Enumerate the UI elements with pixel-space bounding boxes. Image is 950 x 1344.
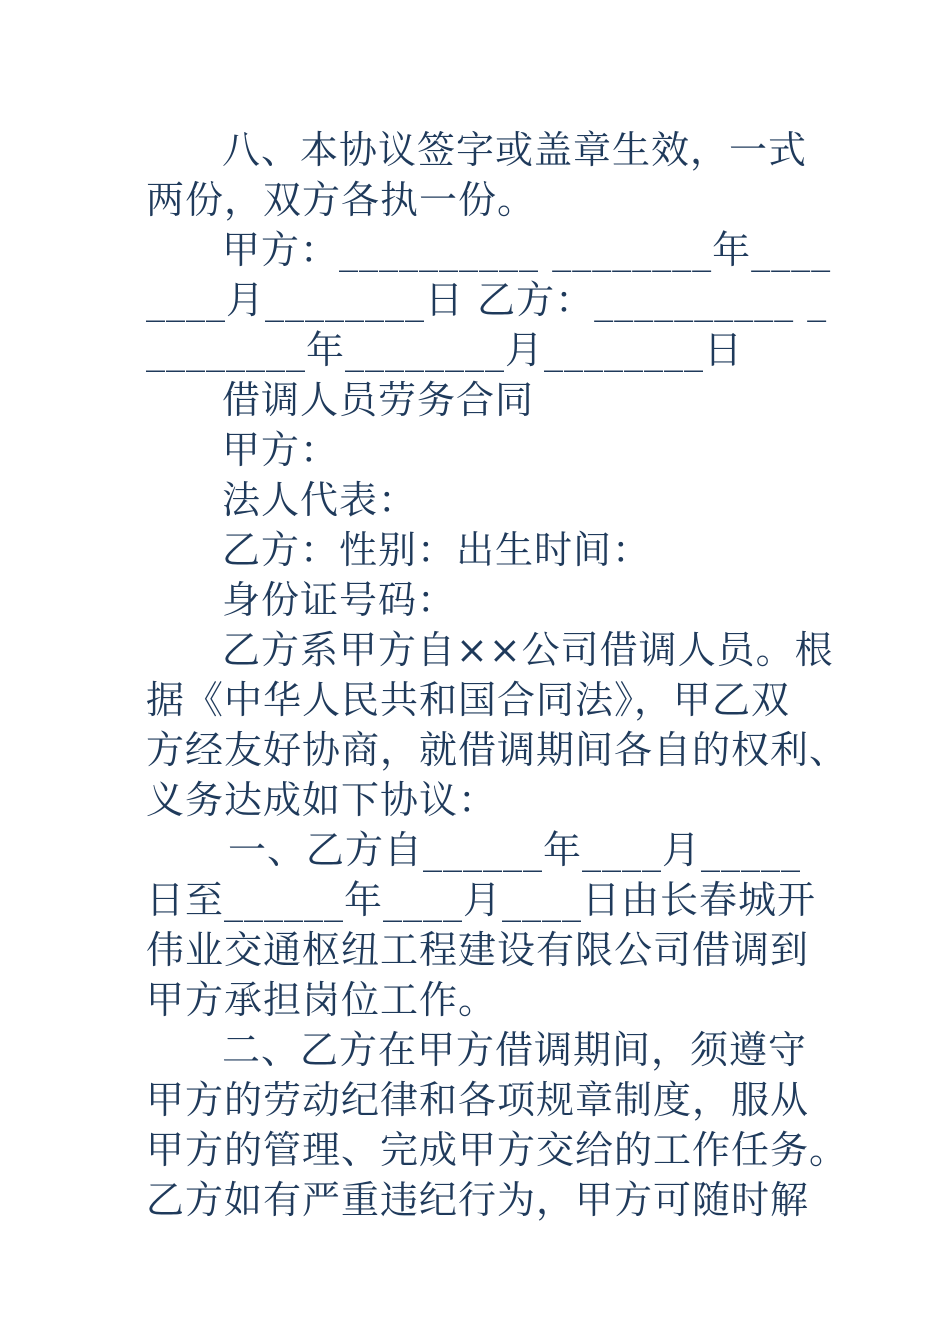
text-line: 甲方的劳动纪律和各项规章制度，服从: [146, 1078, 810, 1122]
text-line: 乙方如有严重违纪行为，甲方可随时解: [146, 1178, 810, 1222]
text-line: 甲方：: [222, 428, 340, 472]
text-line: 义务达成如下协议：: [146, 778, 498, 822]
contract-title: 借调人员劳务合同: [222, 378, 535, 422]
text-line: ________年________月________日: [146, 328, 744, 372]
text-line: 甲方的管理、完成甲方交给的工作任务。: [146, 1128, 849, 1172]
text-line: 两份，双方各执一份。: [146, 178, 537, 222]
text-line: 身份证号码：: [222, 578, 457, 622]
text-line: 据《中华人民共和国合同法》，甲乙双: [146, 678, 791, 722]
text-line: 伟业交通枢纽工程建设有限公司借调到: [146, 928, 810, 972]
text-line: 日至______年____月____日由长春城开: [146, 878, 817, 922]
text-line: 方经友好协商，就借调期间各自的权利、: [146, 728, 849, 772]
text-line: 甲方承担岗位工作。: [146, 978, 498, 1022]
text-line: 乙方：性别：出生时间：: [222, 528, 652, 572]
text-line: 一、乙方自______年____月_____: [228, 828, 802, 872]
text-line: 甲方：__________ ________年____: [222, 228, 832, 272]
text-line: ____月________日 乙方：__________ _: [146, 278, 828, 322]
text-line: 八、本协议签字或盖章生效，一式: [222, 128, 808, 172]
text-line: 乙方系甲方自××公司借调人员。根: [222, 628, 834, 672]
text-line: 二、乙方在甲方借调期间，须遵守: [222, 1028, 808, 1072]
text-line: 法人代表：: [222, 478, 418, 522]
